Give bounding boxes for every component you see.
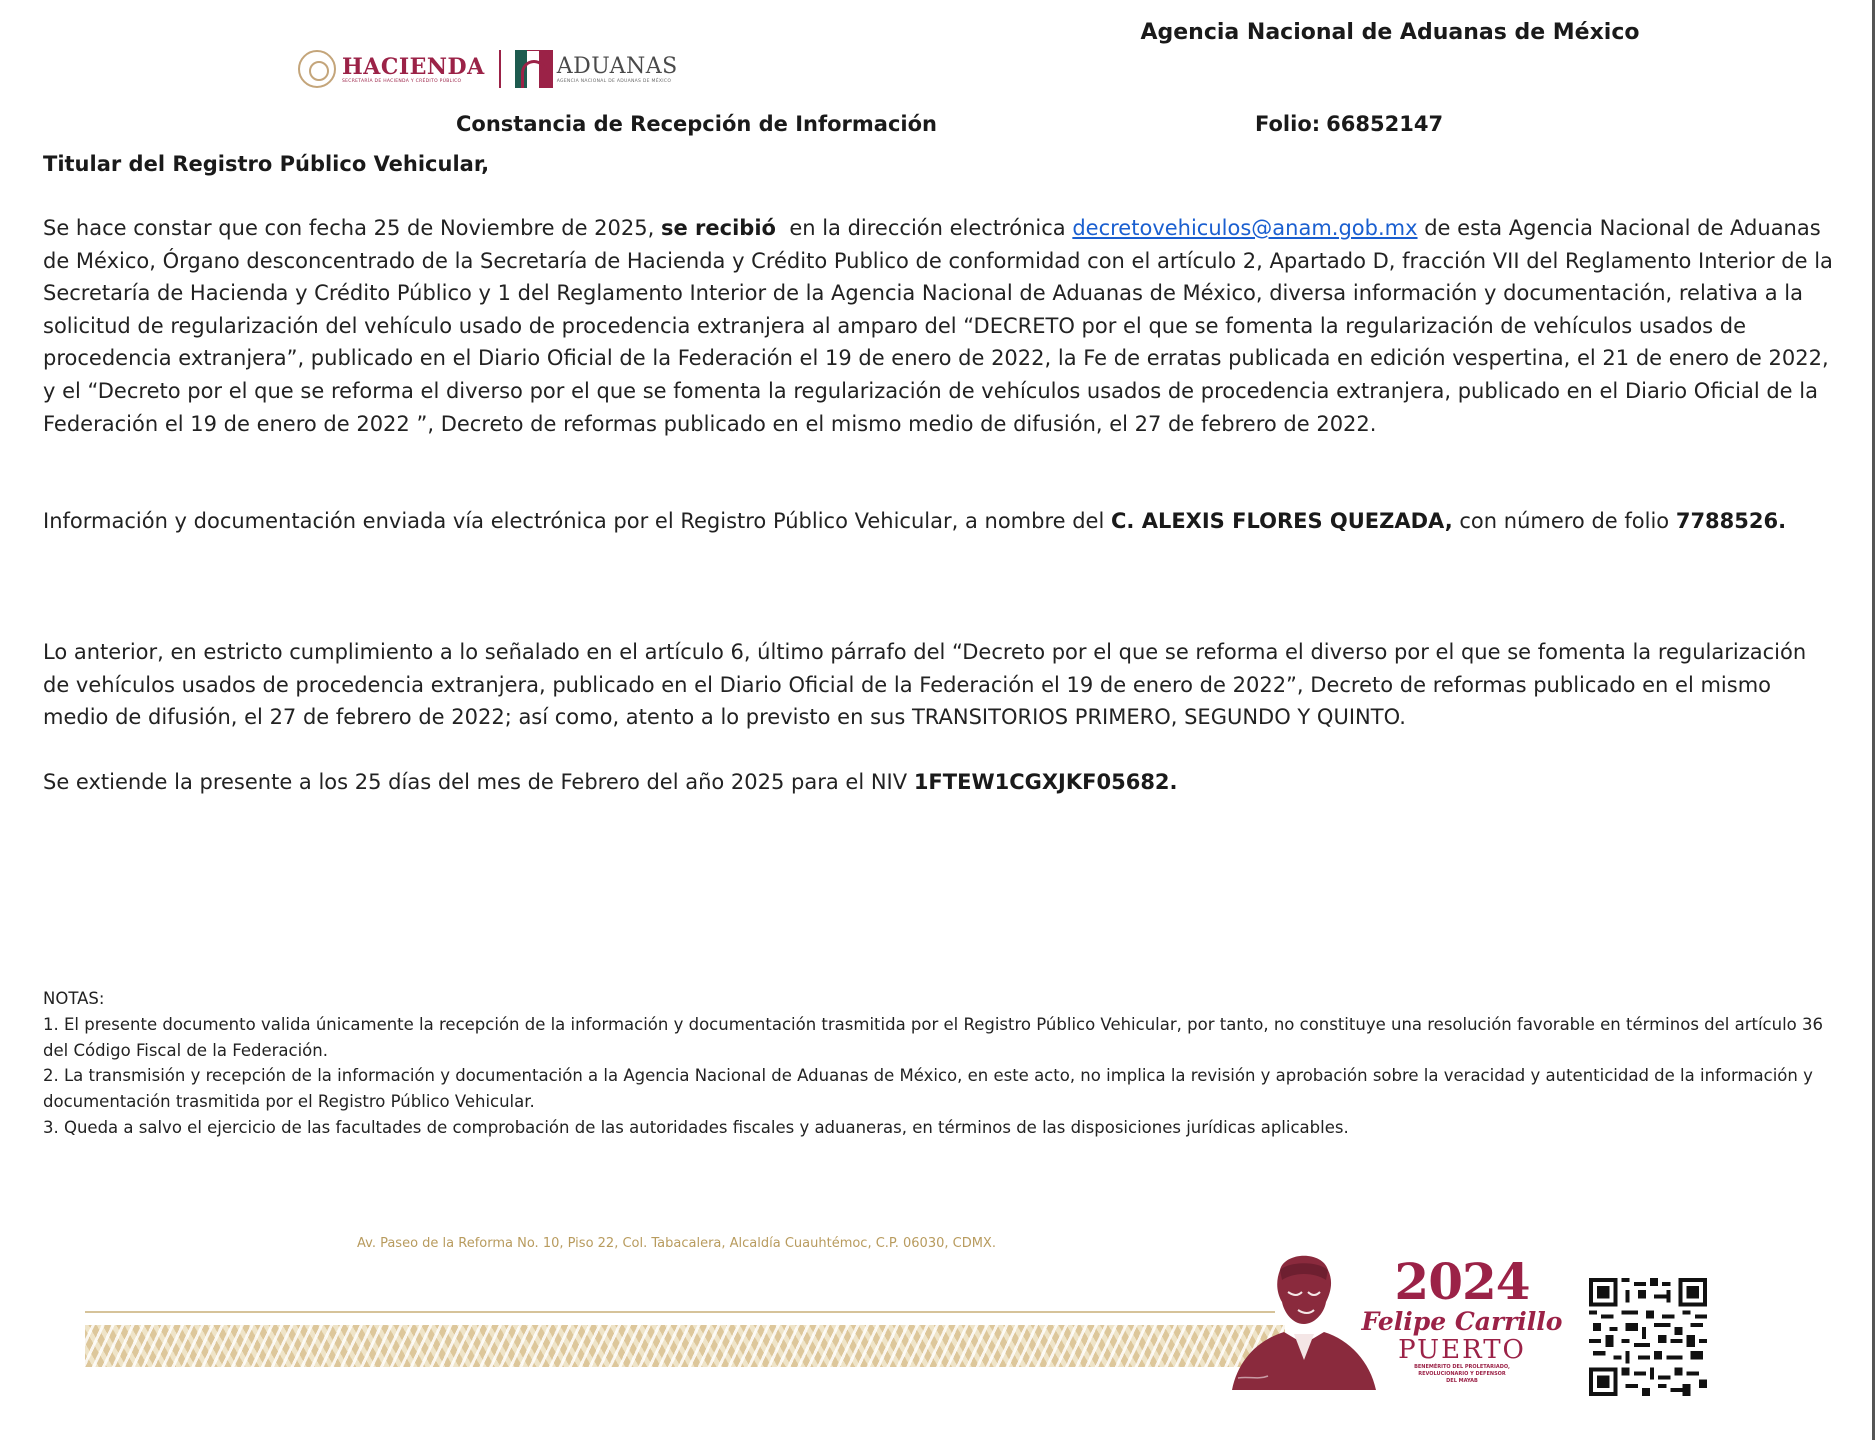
note-item: 1. El presente documento valida únicamente la recepción de la información y documentación trasmitida por el Registro Público Vehicular, por tanto, no constituye una resolución favorable en términos del artículo 36 del Código Fiscal de la Federación. — [43, 1014, 1824, 1060]
year-logo-number: 2024 — [1394, 1252, 1530, 1311]
year-logo-subtext: DEL MAYAB — [1446, 1378, 1478, 1384]
p1-text-b: en la dirección electrónica — [789, 216, 1066, 240]
year-logo-subtext: REVOLUCIONARIO Y DEFENSOR — [1418, 1371, 1506, 1377]
p1-text-a: Se hace constar que con fecha 25 de Noviembre de 2025, — [43, 216, 655, 240]
p1-bold: se recibió — [660, 216, 776, 240]
sender-folio: 7788526. — [1675, 509, 1787, 533]
logo-divider — [499, 50, 501, 88]
header-logo — [298, 48, 678, 90]
hacienda-logo-text: HACIENDA — [342, 53, 485, 80]
paragraph-compliance: Lo anterior, en estricto cumplimiento a lo señalado en el artículo 6, último párrafo del “Decreto por el que se reforma el diverso por el que se fomenta la regularización de vehículos usados de procedencia extranjera, publicado en el Diario Oficial de la Federación el 19 de enero de 2022”, Decreto de reformas publicado en el mismo medio de difusión, el 27 de febrero de 2022; así como, atento a lo previsto en sus TRANSITORIOS PRIMERO, SEGUNDO Y QUINTO. — [43, 640, 1807, 730]
notes-section — [43, 986, 1833, 1141]
p1-text-c: de esta Agencia Nacional de Aduanas de México, Órgano desconcentrado de la Secretaría de Hacienda y Crédito Publico de conformidad con el artículo 2, Apartado D, fracción VII del Reglamento Interior de la Secretaría de Hacienda y Crédito Público y 1 del Reglamento Interior de la Agencia Nacional de Aduanas de México, diversa información y documentación, relativa a la solicitud de regularización del vehículo usado de procedencia extranjera al amparo del “DECRETO por el que se fomenta la regularización de vehículos usados de procedencia extranjera”, publicado en el Diario Oficial de la Federación el 19 de enero de 2022, la Fe de erratas publicada en edición vespertina, el 21 de enero de 2022, y el “Decreto por el que se reforma el diverso por el que se fomenta la regularización de vehículos usados de procedencia extranjera, publicado en el Diario Oficial de la Federación el 19 de enero de 2022 ”, Decreto de reformas publicado en el mismo medio de difusión, el 27 de febrero de 2022. — [43, 216, 1833, 436]
year-logo-subtext: BENEMÉRITO DEL PROLETARIADO, — [1414, 1364, 1510, 1370]
folio-value: 66852147 — [1326, 112, 1444, 136]
aduanas-logo — [557, 55, 678, 84]
hacienda-seal-icon — [298, 50, 336, 88]
note-item: 3. Queda a salvo el ejercicio de las facultades de comprobación de las autoridades fiscales y aduaneras, en términos de las disposiciones jurídicas aplicables. — [43, 1117, 1349, 1137]
aduanas-logo-text: ADUANAS — [556, 53, 678, 79]
addressee: Titular del Registro Público Vehicular, — [43, 152, 490, 176]
paragraph-issuance — [43, 766, 1833, 799]
agency-name: Agencia Nacional de Aduanas de México — [1140, 20, 1640, 45]
p4-text-a: Se extiende la presente a los 25 días del mes de Febrero del año 2025 para el NIV — [43, 770, 908, 794]
note-item: 2. La transmisión y recepción de la información y documentación a la Agencia Nacional de Aduanas de México, en este acto, no implica la revisión y aprobación sobre la veracidad y autenticidad de la información y documentación trasmitida por el Registro Público Vehicular. — [43, 1066, 1813, 1112]
notes-heading: NOTAS: — [43, 989, 105, 1008]
paragraph-reception — [43, 212, 1833, 440]
vin-number: 1FTEW1CGXJKF05682. — [913, 770, 1178, 794]
footer-decorative-band — [85, 1325, 1285, 1367]
p2-text-b: con número de folio — [1459, 509, 1670, 533]
year-logo-name: Felipe Carrillo — [1361, 1307, 1563, 1336]
footer-line — [85, 1311, 1275, 1313]
email-link[interactable]: decretovehiculos@anam.gob.mx — [1072, 216, 1418, 240]
recipient-name: C. ALEXIS FLORES QUEZADA, — [1111, 509, 1453, 533]
paragraph-sender — [43, 505, 1833, 538]
aduanas-logo-icon — [515, 50, 553, 88]
aduanas-logo-subtext: AGENCIA NACIONAL DE ADUANAS DE MÉXICO — [556, 78, 672, 84]
folio — [1255, 112, 1443, 136]
qr-code — [1589, 1278, 1707, 1396]
footer-address: Av. Paseo de la Reforma No. 10, Piso 22, Col. Tabacalera, Alcaldía Cuauhtémoc, C.P. 06030, CDMX. — [357, 1236, 996, 1251]
hacienda-logo-subtext: SECRETARÍA DE HACIENDA Y CRÉDITO PÚBLICO — [342, 78, 462, 84]
year-logo-surname: PUERTO — [1398, 1335, 1526, 1365]
hacienda-logo — [342, 55, 485, 84]
p2-text-a: Información y documentación enviada vía electrónica por el Registro Público Vehicular, a nombre del — [43, 509, 1105, 533]
year-logo — [1352, 1252, 1572, 1396]
folio-label: Folio: — [1255, 112, 1321, 136]
document-title: Constancia de Recepción de Información — [456, 112, 937, 136]
